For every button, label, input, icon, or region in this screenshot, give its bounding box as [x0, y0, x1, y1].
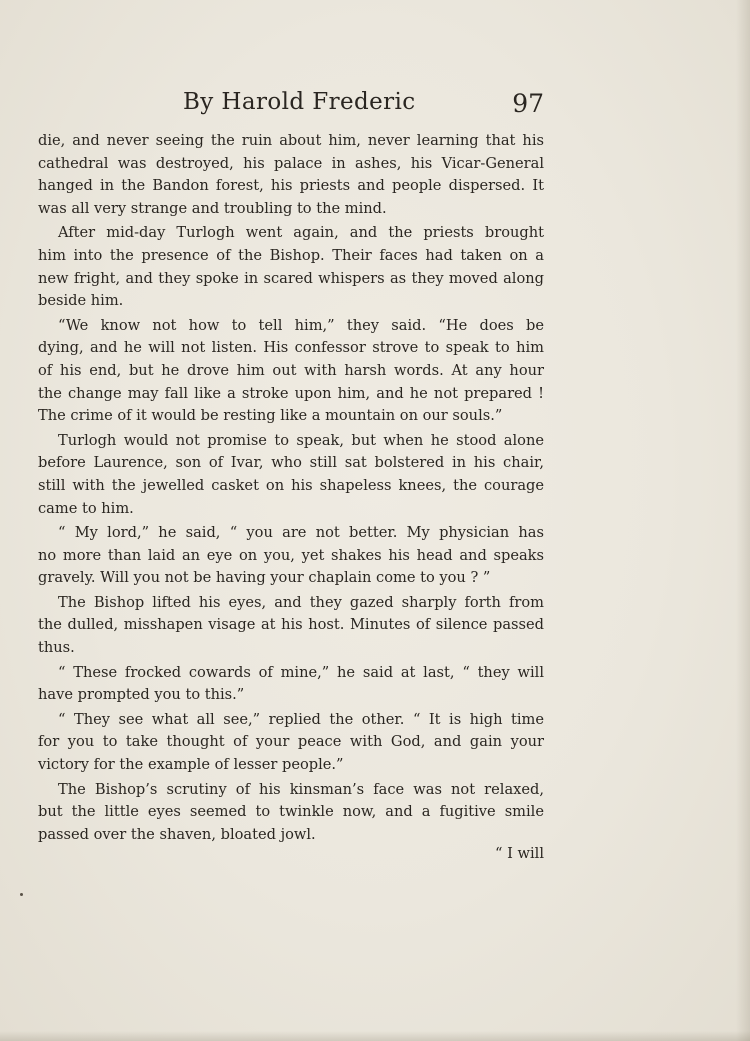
- text-line: new fright, and they spoke in scared whispers as they moved along: [38, 269, 544, 287]
- text-line: “ My lord,” he said, “ you are not better. My physician has: [58, 524, 544, 542]
- text-line: came to him.: [38, 499, 134, 517]
- text-line: passed over the shaven, bloated jowl.: [38, 825, 316, 843]
- text-line: thus.: [38, 639, 75, 657]
- text-line: of his end, but he drove him out with harsh words. At any hour: [38, 361, 544, 379]
- text-line: “ These frocked cowards of mine,” he said at last, “ they will: [58, 663, 544, 681]
- text-line: hanged in the Bandon forest, his priests and people dispersed. It: [38, 177, 544, 195]
- text-line: “ They see what all see,” replied the other. “ It is high time: [58, 710, 544, 728]
- text-line: before Laurence, son of Ivar, who still sat bolstered in his chair,: [38, 454, 544, 472]
- text-line: “We know not how to tell him,” they said. “He does be: [58, 316, 544, 334]
- page-number: 97: [512, 89, 544, 118]
- running-title: By Harold Frederic: [183, 89, 416, 115]
- text-line: but the little eyes seemed to twinkle now, and a fugitive smile: [38, 803, 544, 821]
- page-edge-shadow: [736, 0, 750, 1041]
- text-line: for you to take thought of your peace with God, and gain your: [38, 733, 544, 751]
- text-line: was all very strange and troubling to the mind.: [38, 199, 387, 217]
- text-line: cathedral was destroyed, his palace in ashes, his Vicar-General: [38, 154, 544, 172]
- text-line: gravely. Will you not be having your chaplain come to you ? ”: [38, 569, 491, 587]
- text-line: the dulled, misshapen visage at his host. Minutes of silence passed: [38, 616, 544, 634]
- text-line: him into the presence of the Bishop. Their faces had taken on a: [38, 246, 544, 264]
- page-bottom-shadow: [0, 1031, 750, 1041]
- text-line: The crime of it would be resting like a mountain on our souls.”: [38, 407, 503, 425]
- text-line: The Bishop’s scrutiny of his kinsman’s face was not relaxed,: [58, 780, 544, 798]
- text-line: have prompted you to this.”: [38, 686, 245, 704]
- text-line: the change may fall like a stroke upon him, and he not prepared !: [38, 384, 544, 402]
- running-head: [38, 89, 544, 123]
- text-line: Turlogh would not promise to speak, but when he stood alone: [58, 431, 544, 449]
- text-line: no more than laid an eye on you, yet shakes his head and speaks: [38, 546, 544, 564]
- text-line: victory for the example of lesser people.”: [38, 756, 344, 774]
- text-line: After mid-day Turlogh went again, and the priests brought: [58, 224, 544, 242]
- text-line: dying, and he will not listen. His confessor strove to speak to him: [38, 339, 544, 357]
- text-line: The Bishop lifted his eyes, and they gazed sharply forth from: [58, 593, 544, 611]
- text-line: beside him.: [38, 292, 124, 310]
- body-text: [38, 130, 544, 846]
- text-line: still with the jewelled casket on his shapeless knees, the courage: [38, 476, 544, 494]
- catchword: “ I will: [495, 845, 544, 862]
- ink-speck: [20, 893, 23, 896]
- text-line: die, and never seeing the ruin about him, never learning that his: [38, 132, 544, 149]
